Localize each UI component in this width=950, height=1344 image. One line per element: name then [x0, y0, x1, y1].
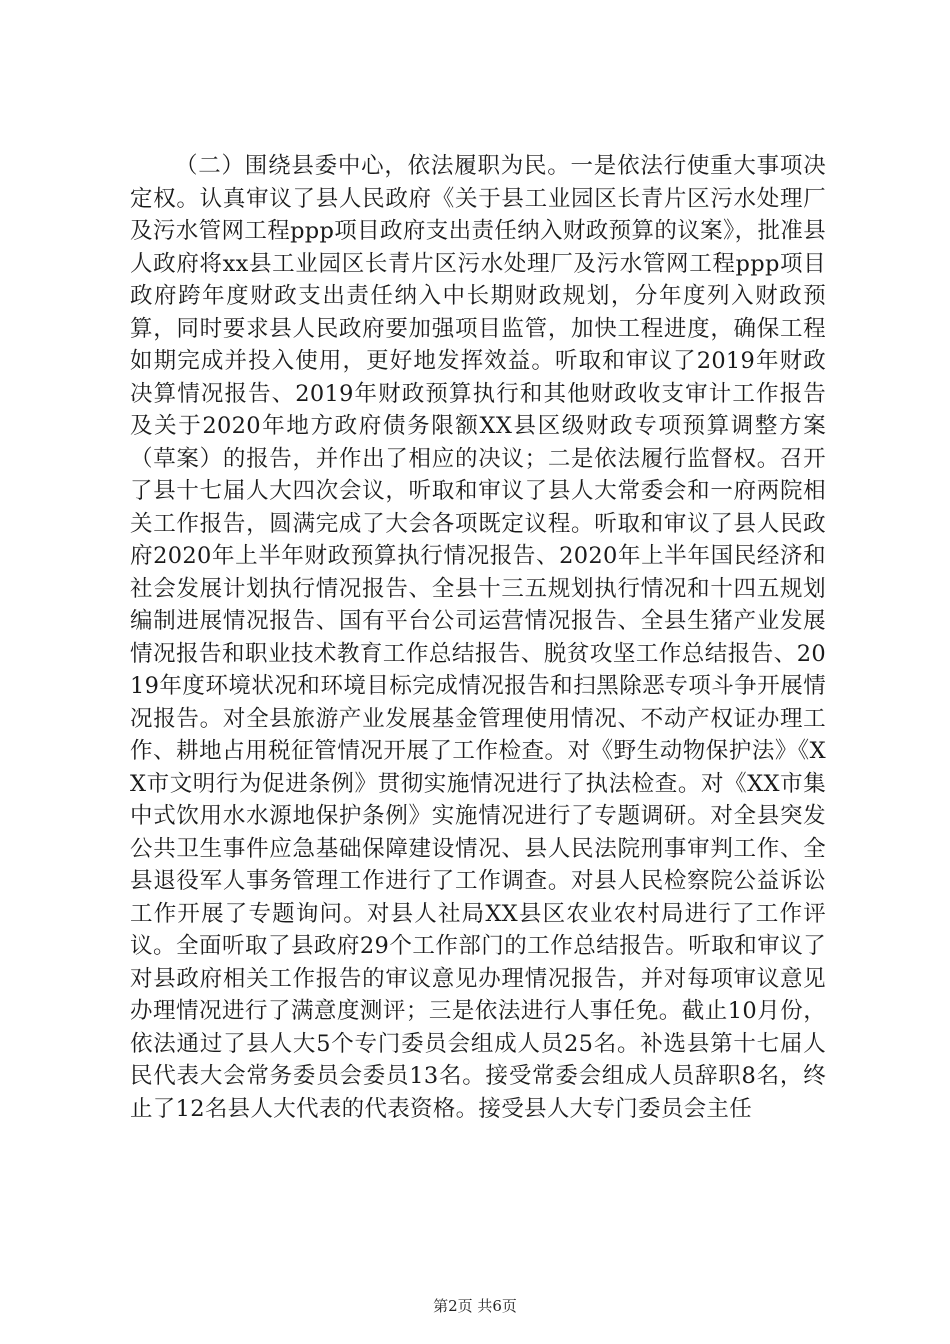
body-paragraph: （二）围绕县委中心，依法履职为民。一是依法行使重大事项决定权。认真审议了县人民政府《关于县工业园区长青片区污水处理厂及污水管网工程ppp项目政府支出责任纳入财政预算的议案》，批准县人政府将xx县工业园区长青片区污水处理厂及污水管网工程ppp项目政府跨年度财政支出责任纳入中长期财政规划，分年度列入财政预算，同时要求县人民政府要加强项目监管，加快工程进度，确保工程如期完成并投入使用，更好地发挥效益。听取和审议了2019年财政决算情况报告、2019年财政预算执行和其他财政收支审计工作报告及关于2020年地方政府债务限额XX县区级财政专项预算调整方案（草案）的报告，并作出了相应的决议；二是依法履行监督权。召开了县十七届人大四次会议，听取和审议了县人大常委会和一府两院相关工作报告，圆满完成了大会各项既定议程。听取和审议了县人民政府2020年上半年财政预算执行情况报告、2020年上半年国民经济和社会发展计划执行情况报告、全县十三五规划执行情况和十四五规划编制进展情况报告、国有平台公司运营情况报告、全县生猪产业发展情况报告和职业技术教育工作总结报告、脱贫攻坚工作总结报告、2019年度环境状况和环境目标完成情况报告和扫黑除恶专项斗争开展情况报告。对全县旅游产业发展基金管理使用情况、不动产权证办理工作、耕地占用税征管情况开展了工作检查。对《野生动物保护法》《XX市文明行为促进条例》贯彻实施情况进行了执法检查。对《XX市集中式饮用水水源地保护条例》实施情况进行了专题调研。对全县突发公共卫生事件应急基础保障建设情况、县人民法院刑事审判工作、全县退役军人事务管理工作进行了工作调查。对县人民检察院公益诉讼工作开展了专题询问。对县人社局XX县区农业农村局进行了工作评议。全面听取了县政府29个工作部门的工作总结报告。听取和审议了对县政府相关工作报告的审议意见办理情况报告，并对每项审议意见办理情况进行了满意度测评；三是依法进行人事任免。截止10月份，依法通过了县人大5个专门委员会组成人员25名。补选县第十七届人民代表大会常务委员会委员13名。接受常委会组成人员辞职8名，终止了12名县人大代表的代表资格。接受县人大专门委员会主任: [130, 153, 826, 1122]
page-footer: 第2页 共6页: [433, 1297, 517, 1315]
